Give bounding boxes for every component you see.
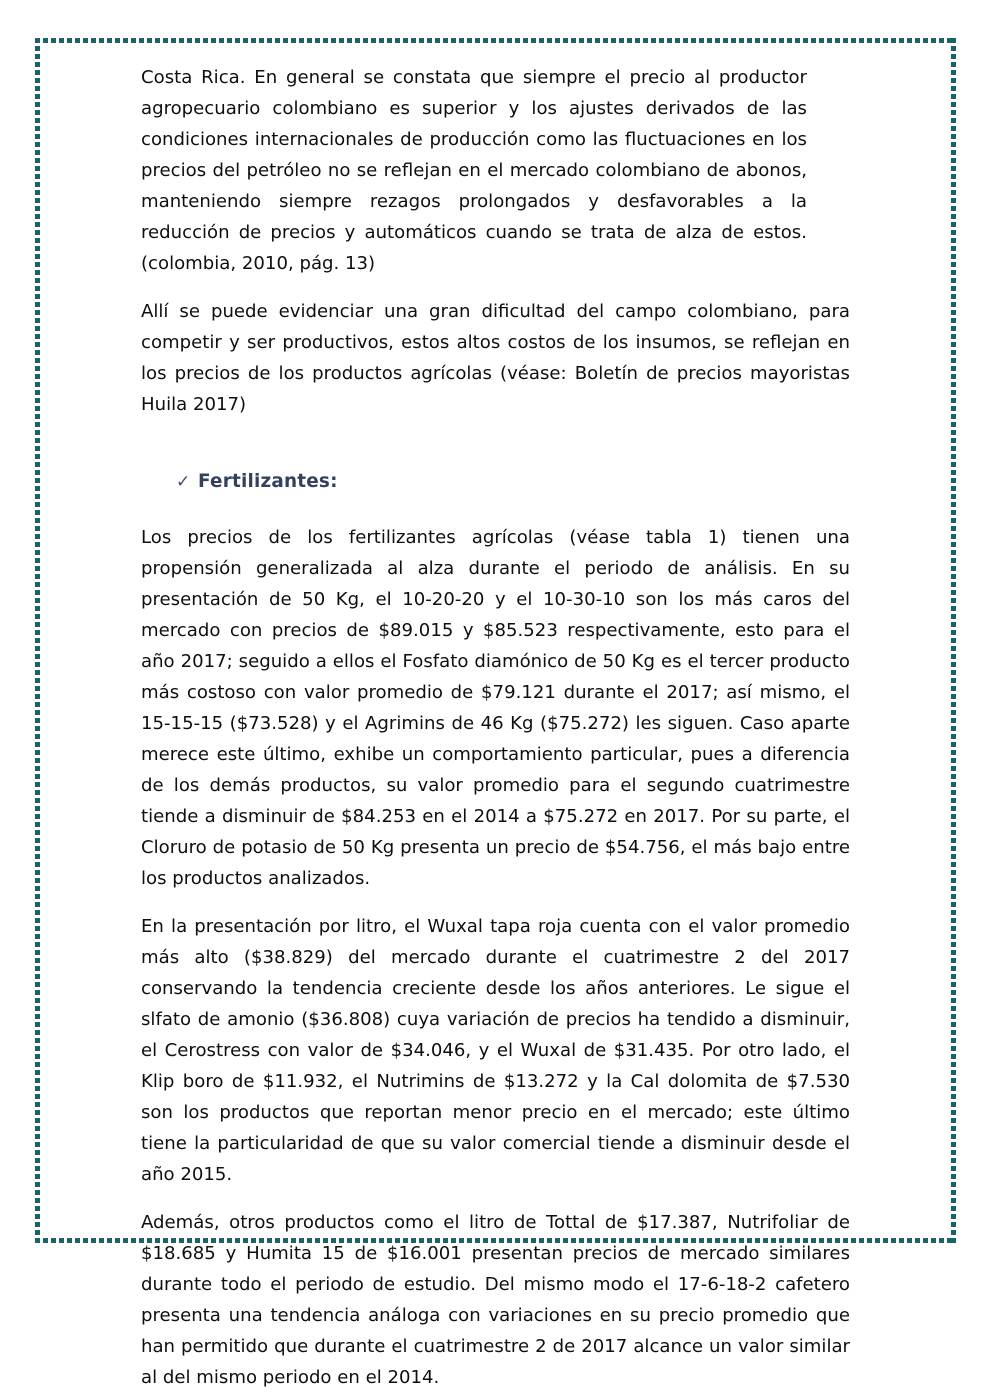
- paragraph-dificultad-campo: Allí se puede evidenciar una gran dificultad del campo colombiano, para competir y ser productivos, estos altos costos de los insumos, se reflejan en los precios de los productos agrícolas (véase: Boletín de precios mayoristas Huila 2017): [141, 301, 850, 415]
- heading-fertilizantes: [141, 466, 850, 498]
- heading-fertilizantes-label: Fertilizantes:: [198, 471, 338, 492]
- border-edge-left: [35, 38, 40, 1243]
- checkmark-bullet-icon: ✓: [176, 472, 191, 492]
- quote-paragraph: Costa Rica. En general se constata que siempre el precio al productor agropecuario colombiano es superior y los ajustes derivados de las condiciones internacionales de producción como las fluctuaciones en los precios del petróleo no se reflejan en el mercado colombiano de abonos, manteniendo siempre rezagos prolongados y desfavorables a la reducción de precios y automáticos cuando se trata de alza de estos. (colombia, 2010, pág. 13): [141, 67, 807, 274]
- paragraph-gap-4: [141, 894, 850, 911]
- paragraph-gap-2: [141, 420, 850, 466]
- top-spacer: [141, 0, 850, 62]
- paragraph-otros-productos: Además, otros productos como el litro de Tottal de $17.387, Nutrifoliar de $18.685 y Humita 15 de $16.001 presentan precios de mercado similares durante todo el periodo de estudio. Del mismo modo el 17-6-18-2 cafetero presenta una tendencia análoga con variaciones en su precio promedio que han permitido que durante el cuatrimestre 2 de 2017 alcance un valor similar al del mismo periodo en el 2014.: [141, 1212, 850, 1388]
- paragraph-gap-3: [141, 498, 850, 522]
- paragraph-presentacion-litro: En la presentación por litro, el Wuxal tapa roja cuenta con el valor promedio más alto ($38.829) del mercado durante el cuatrimestre 2 del 2017 conservando la tendencia creciente desde los años anteriores. Le sigue el slfato de amonio ($36.808) cuya variación de precios ha tendido a disminuir, el Cerostress con valor de $34.046, y el Wuxal de $31.435. Por otro lado, el Klip boro de $11.932, el Nutrimins de $13.272 y la Cal dolomita de $7.530 son los productos que reportan menor precio en el mercado; este último tiene la particularidad de que su valor comercial tiende a disminuir desde el año 2015.: [141, 916, 850, 1185]
- border-edge-right: [951, 38, 956, 1243]
- document-content: [141, 0, 850, 1393]
- paragraph-precios-fertilizantes: Los precios de los fertilizantes agrícolas (véase tabla 1) tienen una propensión generalizada al alza durante el periodo de análisis. En su presentación de 50 Kg, el 10-20-20 y el 10-30-10 son los más caros del mercado con precios de $89.015 y $85.523 respectivamente, esto para el año 2017; seguido a ellos el Fosfato diamónico de 50 Kg es el tercer producto más costoso con valor promedio de $79.121 durante el 2017; así mismo, el 15-15-15 ($73.528) y el Agrimins de 46 Kg ($75.272) les siguen. Caso aparte merece este último, exhibe un comportamiento particular, pues a diferencia de los demás productos, su valor promedio para el segundo cuatrimestre tiende a disminuir de $84.253 en el 2014 a $75.272 en 2017. Por su parte, el Cloruro de potasio de 50 Kg presenta un precio de $54.756, el más bajo entre los productos analizados.: [141, 527, 850, 889]
- paragraph-gap-5: [141, 1190, 850, 1207]
- paragraph-gap-1: [141, 279, 850, 296]
